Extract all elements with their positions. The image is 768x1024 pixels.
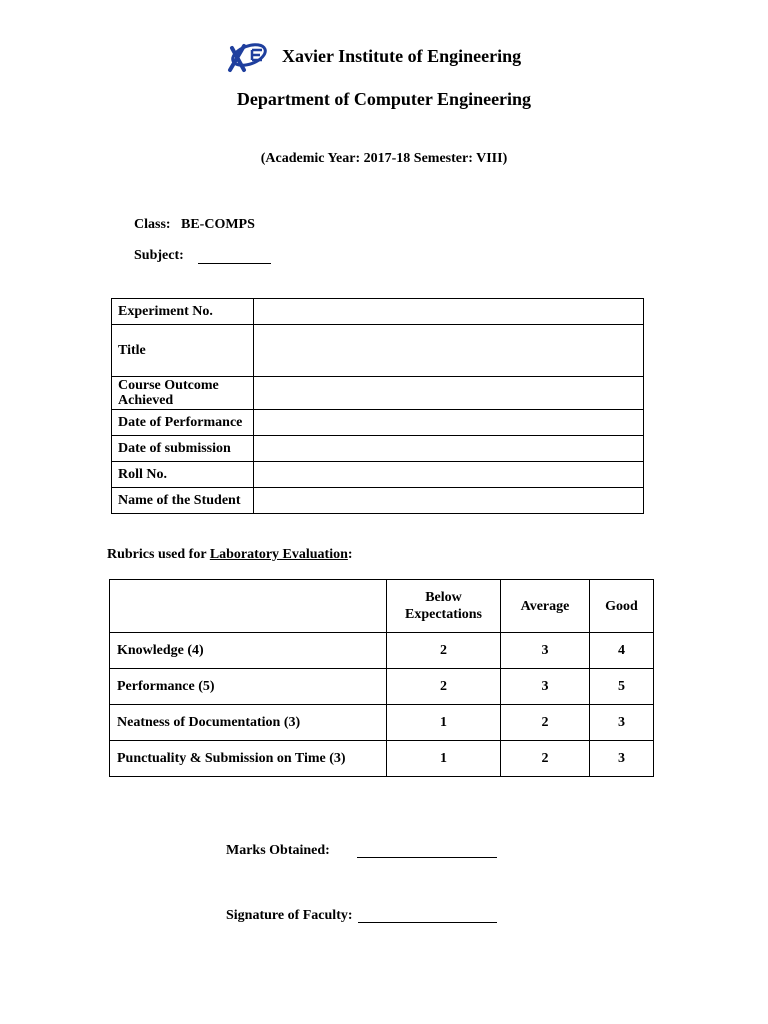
average-cell: 3 bbox=[501, 669, 590, 705]
table-row bbox=[110, 633, 654, 669]
column-header-good: Good bbox=[590, 580, 654, 633]
table-row bbox=[112, 488, 644, 514]
row-label: Experiment No. bbox=[112, 299, 254, 325]
department-name: Department of Computer Engineering bbox=[236, 89, 532, 109]
average-cell: 2 bbox=[501, 741, 590, 777]
good-cell: 5 bbox=[590, 669, 654, 705]
rubrics-caption-prefix: Rubrics used for bbox=[107, 547, 210, 562]
table-row bbox=[112, 436, 644, 462]
criterion-cell: Knowledge (4) bbox=[110, 633, 387, 669]
column-header-criterion bbox=[110, 580, 387, 633]
academic-year: (Academic Year: 2017-18 Semester: VIII) bbox=[260, 151, 508, 166]
row-label: Date of Performance bbox=[112, 410, 254, 436]
row-label: Roll No. bbox=[112, 462, 254, 488]
row-label: Title bbox=[112, 325, 254, 377]
rubrics-caption-underlined: Laboratory Evaluation bbox=[209, 547, 348, 562]
criterion-cell: Performance (5) bbox=[110, 669, 387, 705]
title-field[interactable] bbox=[254, 325, 644, 377]
xie-logo-icon bbox=[226, 40, 268, 74]
table-row bbox=[112, 299, 644, 325]
row-label: Name of the Student bbox=[112, 488, 254, 514]
average-cell: 3 bbox=[501, 633, 590, 669]
marks-obtained-label: Marks Obtained: bbox=[226, 843, 330, 858]
row-label: Course Outcome Achieved bbox=[112, 377, 254, 410]
good-cell: 4 bbox=[590, 633, 654, 669]
class-value: BE-COMPS bbox=[181, 217, 255, 232]
rubrics-caption bbox=[107, 547, 353, 563]
table-row bbox=[112, 325, 644, 377]
date-of-performance-field[interactable] bbox=[254, 410, 644, 436]
good-cell: 3 bbox=[590, 705, 654, 741]
class-label: Class: bbox=[134, 217, 171, 232]
table-row bbox=[110, 705, 654, 741]
table-row bbox=[112, 377, 644, 410]
signature-field[interactable] bbox=[358, 922, 497, 923]
institute-name: Xavier Institute of Engineering bbox=[282, 46, 522, 66]
subject-blank-field[interactable] bbox=[198, 263, 271, 264]
below-cell: 1 bbox=[387, 705, 501, 741]
good-cell: 3 bbox=[590, 741, 654, 777]
below-cell: 2 bbox=[387, 669, 501, 705]
experiment-info-table bbox=[111, 298, 644, 514]
class-line bbox=[134, 217, 255, 233]
subject-line bbox=[134, 248, 184, 264]
date-of-submission-field[interactable] bbox=[254, 436, 644, 462]
experiment-no-field[interactable] bbox=[254, 299, 644, 325]
table-row bbox=[112, 410, 644, 436]
row-label: Date of submission bbox=[112, 436, 254, 462]
average-cell: 2 bbox=[501, 705, 590, 741]
student-name-field[interactable] bbox=[254, 488, 644, 514]
signature-label: Signature of Faculty: bbox=[226, 908, 353, 923]
table-row bbox=[110, 741, 654, 777]
criterion-cell: Punctuality & Submission on Time (3) bbox=[110, 741, 387, 777]
table-row bbox=[110, 669, 654, 705]
roll-no-field[interactable] bbox=[254, 462, 644, 488]
rubrics-caption-suffix: : bbox=[347, 547, 353, 562]
subject-label: Subject: bbox=[134, 248, 184, 263]
table-row bbox=[112, 462, 644, 488]
below-cell: 2 bbox=[387, 633, 501, 669]
table-header-row bbox=[110, 580, 654, 633]
course-outcome-field[interactable] bbox=[254, 377, 644, 410]
column-header-average: Average bbox=[501, 580, 590, 633]
rubrics-table bbox=[109, 579, 654, 777]
criterion-cell: Neatness of Documentation (3) bbox=[110, 705, 387, 741]
marks-obtained-field[interactable] bbox=[357, 857, 497, 858]
institute-logo bbox=[226, 40, 268, 74]
below-cell: 1 bbox=[387, 741, 501, 777]
column-header-below-expectations: Below Expectations bbox=[387, 580, 501, 633]
